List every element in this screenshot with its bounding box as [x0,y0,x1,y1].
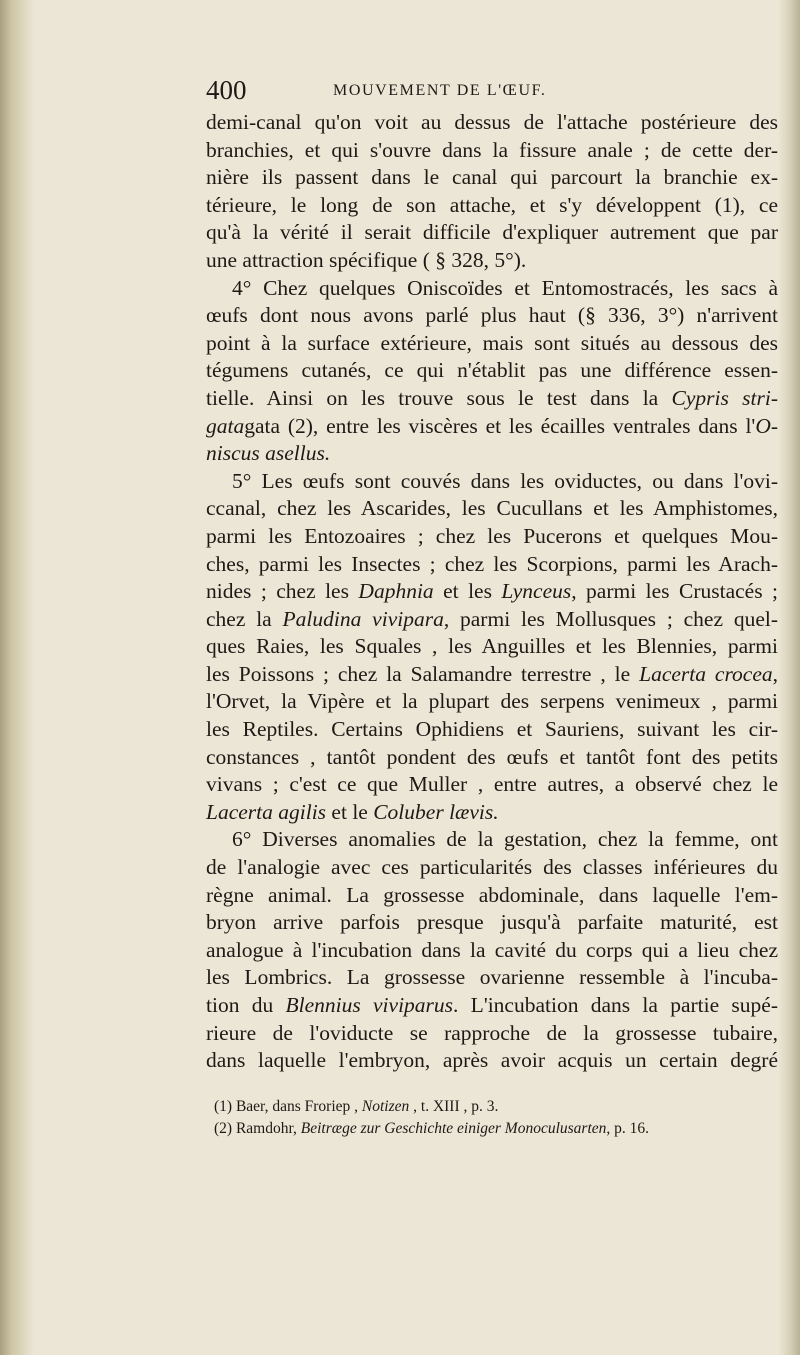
species-name-line: niscus asellus. [206,441,331,466]
text-fragment: , parmi les Crustacés ; [571,579,778,604]
species-name: Lacerta agilis [206,799,327,824]
footnote-text: , p. 16. [606,1119,650,1137]
book-page [206,76,778,1140]
text-line [206,413,778,441]
text-fragment: et les [433,579,502,604]
text-fragment: tion du [206,993,286,1017]
species-name: Paludina vivipara [282,606,444,631]
text-line: l'Orvet, la Vipère et la plupart des serpens venimeux , parmi [206,689,778,714]
text-fragment: nides ; chez les [206,579,359,604]
text-fragment: les Poissons ; chez la Salamandre terrestre , le [206,661,640,686]
text-line [206,992,778,1020]
text-line: dans laquelle l'embryon, après avoir acquis un certain degré [206,1048,778,1073]
body-text [206,109,778,1075]
text-fragment: , parmi les Mollusques ; chez quel- [443,606,778,631]
text-line: 5° Les œufs sont couvés dans les oviductes, ou dans l'ovi- [232,468,778,493]
footnote-text: (1) Baer, dans Froriep , [214,1097,362,1115]
species-name: Blennius viviparus [285,993,454,1017]
text-line: demi-canal qu'on voit au dessus de l'attache postérieure des [206,110,778,134]
text-line: 6° Diverses anomalies de la gestation, chez la femme, ont [232,827,778,852]
text-line: une attraction spécifique ( § 328, 5°). [206,247,527,272]
text-line: qu'à la vérité il serait difficile d'expliquer autrement que par [206,220,778,245]
text-line: 4° Chez quelques Oniscoïdes et Entomostracés, les sacs à [232,275,778,300]
text-line: parmi les Entozoaires ; chez les Pucerons et quelques Mou- [206,523,778,548]
text-line: branchies, et qui s'ouvre dans la fissure anale ; de cette der- [206,137,778,162]
text-fragment: tielle. Ainsi on les trouve sous le test dans la [206,385,672,410]
text-fragment: chez la [206,606,283,631]
species-name: O- [755,413,778,438]
text-line: tégumens cutanés, ce qui n'établit pas une différence essen- [206,358,778,383]
text-line [206,606,778,634]
text-line: les Reptiles. Certains Ophidiens et Sauriens, suivant les cir- [206,717,778,742]
species-name: Cypris stri- [671,385,778,410]
text-line: de l'analogie avec ces particularités des classes inférieures du [206,855,778,880]
footnote-title: Notizen [361,1097,410,1115]
text-line: bryon arrive parfois presque jusqu'à parfaite maturité, est [206,910,778,935]
text-fragment: , [772,661,778,686]
page-edge-shadow [778,0,800,1355]
text-line: règne animal. La grossesse abdominale, dans laquelle l'em- [206,882,778,907]
text-line: point à la surface extérieure, mais sont situés au dessous des [206,330,778,355]
footnote-1 [206,1096,778,1118]
text-fragment: gata (2), entre les viscères et les écailles ventrales dans l' [244,413,756,438]
footnotes [206,1096,778,1140]
text-line: ccanal, chez les Ascarides, les Cucullans et les Amphistomes, [206,496,778,521]
species-name: Coluber lævis. [373,799,499,824]
page-number: 400 [206,75,247,105]
text-line: nière ils passent dans le canal qui parcourt la branchie ex- [206,165,778,190]
species-name: Daphnia [358,579,434,604]
species-name: gata [206,413,245,438]
text-line: rieure de l'oviducte se rapproche de la grossesse tubaire, [206,1020,778,1045]
footnote-title: Beitræge zur Geschichte einiger Monoculusarten [300,1119,607,1137]
text-line: ches, parmi les Insectes ; chez les Scorpions, parmi les Arach- [206,551,778,576]
running-title: MOUVEMENT DE L'ŒUF. [333,82,547,99]
text-line [206,799,778,827]
species-name: Lacerta crocea [639,661,773,686]
text-line: œufs dont nous avons parlé plus haut (§ 336, 3°) n'arrivent [206,303,778,328]
text-line: vivans ; c'est ce que Muller , entre autres, a observé chez le [206,772,778,797]
text-line [206,661,778,689]
text-fragment: . L'incubation dans la partie supé- [453,993,778,1017]
text-fragment: et le [326,799,374,824]
text-line: analogue à l'incubation dans la cavité du corps qui a lieu chez [206,937,778,962]
footnote-text: , t. XIII , p. 3. [409,1097,499,1115]
footnote-2 [206,1118,778,1140]
text-line [206,385,778,413]
book-gutter-shadow [0,0,34,1355]
text-line: térieure, le long de son attache, et s'y développent (1), ce [206,192,778,217]
footnote-text: (2) Ramdohr, [214,1119,301,1137]
text-line: ques Raies, les Squales , les Anguilles et les Blennies, parmi [206,634,778,659]
text-line: les Lombrics. La grossesse ovarienne ressemble à l'incuba- [206,965,778,990]
species-name: Lynceus [501,579,572,604]
running-head [206,76,778,104]
text-line: constances , tantôt pondent des œufs et tantôt font des petits [206,744,778,769]
text-line [206,578,778,606]
